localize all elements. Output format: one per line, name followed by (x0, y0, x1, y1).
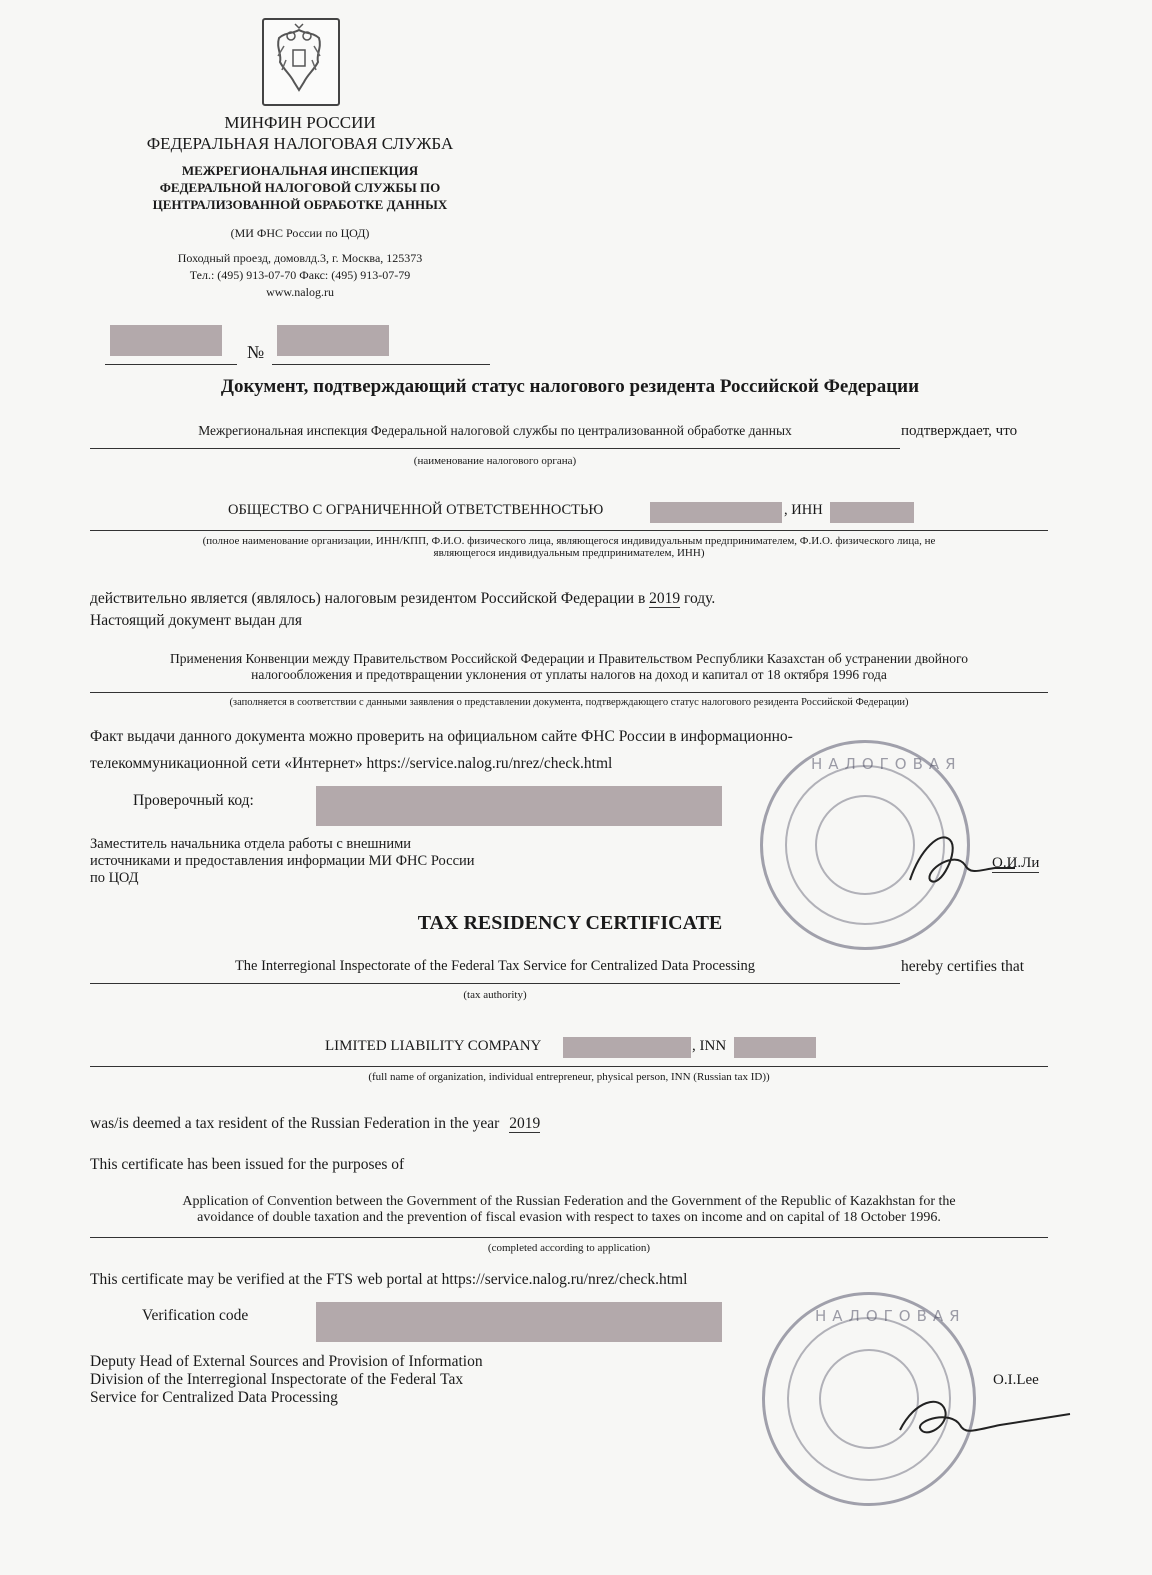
ru-signer-line-2: источниками и предоставления информации МИ ФНС России (90, 853, 475, 869)
redacted-en-org-name (563, 1037, 691, 1058)
number-sign: № (247, 342, 265, 362)
en-purpose-line-1: Application of Convention between the Government of the Russian Federation and the Government of the Republic of Kazakhstan for the (182, 1194, 956, 1209)
en-tax-year: 2019 (509, 1115, 541, 1132)
en-purpose-line-2: avoidance of double taxation and the prevention of fiscal evasion with respect to taxes on income and on capital of 18 October 1996. (197, 1210, 941, 1225)
ru-signer-line-3: по ЦОД (90, 870, 139, 886)
ru-signer-name: О.И.Ли (992, 855, 1040, 871)
ru-purpose-caption: (заполняется в соответствии с данными заявления о представлении документа, подтверждающего статус налогового резидента Российской Федерации) (229, 697, 909, 708)
ru-org-underline (90, 530, 1048, 531)
en-issued-for: This certificate has been issued for the purposes of (90, 1156, 405, 1173)
redacted-date (110, 325, 222, 356)
en-authority-name: The Interregional Inspectorate of the Federal Tax Service for Centralized Data Processing (234, 958, 756, 974)
service-name: ФЕДЕРАЛЬНАЯ НАЛОГОВАЯ СЛУЖБА (146, 134, 454, 153)
coat-of-arms-emblem (262, 18, 340, 106)
redacted-ru-inn (830, 502, 914, 523)
ru-confirms-text: подтверждает, что (901, 423, 1018, 439)
redacted-en-verification-code (316, 1302, 722, 1342)
ru-resident-text: действительно является (являлось) налоговым резидентом Российской Федерации в (90, 590, 646, 607)
inspectorate-line-2: ФЕДЕРАЛЬНОЙ НАЛОГОВОЙ СЛУЖБЫ ПО (159, 180, 441, 195)
en-purpose-underline (90, 1237, 1048, 1238)
en-document-title: TAX RESIDENCY CERTIFICATE (417, 912, 723, 934)
en-org-underline (90, 1066, 1048, 1067)
en-org-caption: (full name of organization, individual entrepreneur, physical person, INN (Russian tax ID)) (368, 1071, 770, 1083)
redacted-ru-org-name (650, 502, 782, 523)
redacted-ru-verification-code (316, 786, 722, 826)
redacted-doc-number (277, 325, 389, 356)
stamp-text-2: НАЛОГОВАЯ (815, 1307, 966, 1325)
en-signer-line-3: Service for Centralized Data Processing (90, 1389, 338, 1406)
ru-purpose (80, 651, 1058, 683)
en-purpose-caption: (completed according to application) (487, 1242, 651, 1254)
ru-purpose-line-1: Применения Конвенции между Правительством Российской Федерации и Правительством Республики Казахстан об устранении двойного (170, 651, 968, 666)
ru-document-title: Документ, подтверждающий статус налогового резидента Российской Федерации (220, 376, 920, 397)
date-underline (105, 364, 237, 365)
ru-year-suffix: году. (684, 590, 716, 607)
en-inn-prefix: , INN (692, 1038, 727, 1054)
en-signer-line-1: Deputy Head of External Sources and Provision of Information (90, 1353, 483, 1370)
ru-resident-line (90, 590, 715, 608)
phones: Тел.: (495) 913-07-70 Факс: (495) 913-07-79 (189, 268, 411, 282)
en-signature (880, 1380, 1080, 1460)
ru-org-caption-line-2: являющегося индивидуальным предпринимателем, ИНН) (433, 547, 705, 559)
en-certifies-text: hereby certifies that (901, 958, 1025, 975)
ru-purpose-underline (90, 692, 1048, 693)
en-verify-text: This certificate may be verified at the FTS web portal at https://service.nalog.ru/nrez/check.html (90, 1271, 688, 1288)
en-signer-line-2: Division of the Interregional Inspectorate of the Federal Tax (90, 1371, 464, 1388)
ru-signer-title (90, 836, 475, 887)
address: Походный проезд, домовлд.3, г. Москва, 125373 (177, 251, 423, 265)
ru-authority-name: Межрегиональная инспекция Федеральной налоговой службы по централизованной обработке данных (198, 423, 792, 438)
inspectorate-abbr: (МИ ФНС России по ЦОД) (230, 226, 370, 240)
ru-tax-year: 2019 (649, 590, 681, 607)
stamp-text: НАЛОГОВАЯ (811, 755, 962, 773)
ru-verify-line-2: телекоммуникационной сети «Интернет» https://service.nalog.ru/nrez/check.html (90, 755, 613, 772)
en-org-prefix: LIMITED LIABILITY COMPANY (325, 1038, 542, 1054)
ru-verify-line-1: Факт выдачи данного документа можно проверить на официальном сайте ФНС России в информационно- (90, 728, 793, 745)
redacted-en-inn (734, 1037, 816, 1058)
ministry-name: МИНФИН РОССИИ (224, 113, 376, 132)
ru-signer-line-1: Заместитель начальника отдела работы с внешними (90, 836, 412, 852)
inspectorate-line-3: ЦЕНТРАЛИЗОВАННОЙ ОБРАБОТКЕ ДАННЫХ (152, 197, 448, 212)
en-authority-underline (90, 983, 900, 984)
ru-org-caption-line-1: (полное наименование организации, ИНН/КПП, Ф.И.О. физического лица, являющегося индивидуальным предпринимателем, Ф.И.О. физического лица, не (202, 535, 936, 547)
ru-org-prefix: ОБЩЕСТВО С ОГРАНИЧЕННОЙ ОТВЕТСТВЕННОСТЬЮ (228, 502, 604, 518)
russian-coat-of-arms-icon (264, 20, 334, 100)
en-resident-line (90, 1115, 540, 1133)
ru-signature (900, 820, 1020, 900)
ru-issued-for: Настоящий документ выдан для (90, 612, 303, 629)
ru-authority-caption: (наименование налогового органа) (413, 455, 577, 467)
inspectorate-line-1: МЕЖРЕГИОНАЛЬНАЯ ИНСПЕКЦИЯ (181, 163, 419, 178)
ru-code-label: Проверочный код: (133, 792, 254, 809)
en-purpose (80, 1194, 1058, 1226)
en-authority-caption: (tax authority) (463, 989, 527, 1001)
en-signer-title (90, 1353, 483, 1407)
ru-authority-underline (90, 448, 900, 449)
ru-org-caption (90, 535, 1048, 559)
en-code-label: Verification code (142, 1307, 249, 1324)
ru-inn-prefix: , ИНН (784, 502, 823, 518)
ru-purpose-line-2: налогообложения и предотвращении уклонения от уплаты налогов на доход и капитал от 18 октября 1996 года (251, 667, 887, 682)
en-resident-text: was/is deemed a tax resident of the Russian Federation in the year (90, 1115, 500, 1132)
en-signer-name: O.I.Lee (993, 1372, 1039, 1388)
website: www.nalog.ru (266, 285, 334, 299)
number-underline (272, 364, 490, 365)
